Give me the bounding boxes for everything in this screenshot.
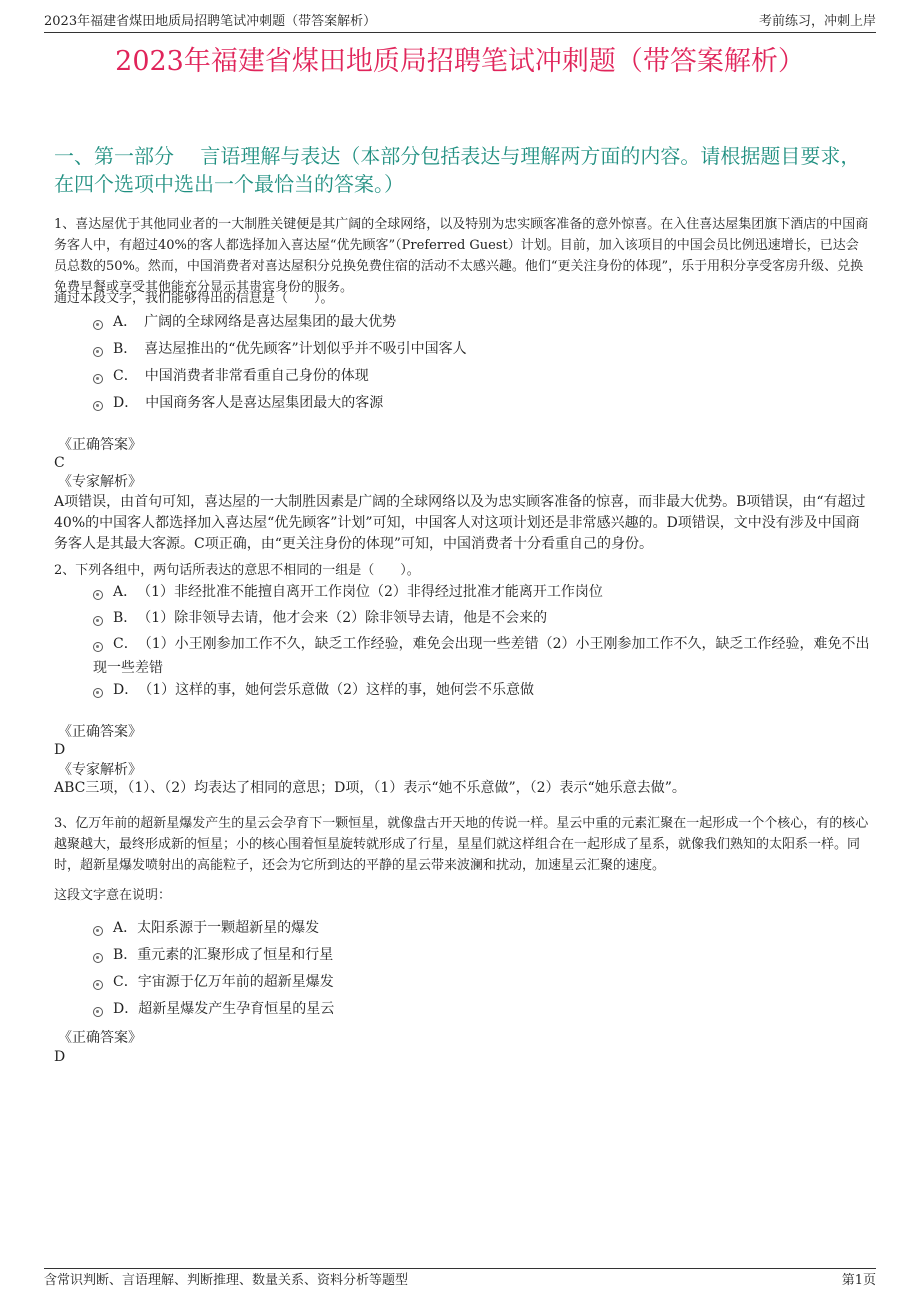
question-1-option-c[interactable]: C． 中国消费者非常看重自己身份的体现 (93, 364, 873, 388)
question-1-answer: C (54, 455, 65, 471)
question-3-option-d[interactable]: D．超新星爆发产生孕育恒星的星云 (93, 997, 873, 1021)
page-header (44, 12, 876, 33)
question-2-explain-label: 《专家解析》 (58, 762, 142, 778)
radio-icon[interactable] (93, 926, 103, 936)
question-1-stem: 1、喜达屋优于其他同业者的一大制胜关键便是其广阔的全球网络，以及特别为忠实顾客准备的意外惊喜。在入住喜达屋集团旗下酒店的中国商务客人中，有超过40%的客人都选择加入喜达屋“优先顾客”（Preferred Guest）计划。目前，加入该项目的中国会员比例迅速增长，已达会员总数的50%。然而，中国消费者对喜达屋积分兑换免费住宿的活动不太感兴趣。他们“更关注身份的体现”，乐于用积分享受客房升级、兑换免费早餐或享受其他能充分显示其贵宾身份的服务。 (54, 217, 869, 295)
question-2-option-d[interactable]: D． （1）这样的事，她何尝乐意做（2）这样的事，她何尝不乐意做 (93, 678, 873, 702)
question-2-option-a[interactable]: A． （1）非经批准不能擅自离开工作岗位（2）非得经过批准才能离开工作岗位 (93, 580, 873, 604)
radio-icon[interactable] (93, 320, 103, 330)
footer-topics: 含常识判断、言语理解、判断推理、数量关系、资料分析等题型 (44, 1273, 409, 1288)
question-1-option-a[interactable]: A． 广阔的全球网络是喜达屋集团的最大优势 (93, 310, 873, 334)
radio-icon[interactable] (93, 616, 103, 626)
question-3-answer-label: 《正确答案》 (58, 1030, 142, 1046)
radio-icon[interactable] (93, 688, 103, 698)
question-1-answer-label: 《正确答案》 (58, 437, 142, 453)
question-1-explanation: A项错误，由首句可知，喜达屋的一大制胜因素是广阔的全球网络以及为忠实顾客准备的惊喜，而非最大优势。B项错误，由“有超过40%的中国客人都选择加入喜达屋“优先顾客”计划”可知，中国客人对这项计划还是非常感兴趣的。D项错误，文中没有涉及中国商务客人是其最大客源。C项正确，由“更关注身份的体现”可知，中国消费者十分看重自己的身份。 (54, 494, 866, 552)
radio-icon[interactable] (93, 401, 103, 411)
header-slogan: 考前练习，冲刺上岸 (758, 14, 876, 29)
question-2-option-c[interactable]: C． （1）小王刚参加工作不久，缺乏工作经验，难免会出现一些差错（2）小王刚参加工作不久，缺乏工作经验，难免不出现一些差错 (93, 636, 870, 676)
question-3-option-a[interactable]: A．太阳系源于一颗超新星的爆发 (93, 916, 873, 940)
radio-icon[interactable] (93, 374, 103, 384)
section-heading: 一、第一部分 言语理解与表达（本部分包括表达与理解两方面的内容。请根据题目要求，在四个选项中选出一个最恰当的答案。） (54, 144, 861, 196)
question-3-option-b[interactable]: B．重元素的汇聚形成了恒星和行星 (93, 943, 873, 967)
question-2-stem: 2、下列各组中，两句话所表达的意思不相同的一组是（ ）。 (54, 563, 420, 578)
page-title: 2023年福建省煤田地质局招聘笔试冲刺题（带答案解析） (115, 46, 805, 77)
question-3-answer: D (54, 1049, 66, 1065)
radio-icon[interactable] (93, 1007, 103, 1017)
question-3-option-c[interactable]: C．宇宙源于亿万年前的超新星爆发 (93, 970, 873, 994)
question-1-option-b[interactable]: B． 喜达屋推出的“优先顾客”计划似乎并不吸引中国客人 (93, 337, 873, 361)
question-2-answer-label: 《正确答案》 (58, 724, 142, 740)
footer-page-number: 第1页 (841, 1273, 876, 1288)
radio-icon[interactable] (93, 642, 103, 652)
question-1-option-d[interactable]: D． 中国商务客人是喜达屋集团最大的客源 (93, 391, 873, 415)
question-2-option-b[interactable]: B． （1）除非领导去请，他才会来（2）除非领导去请，他是不会来的 (93, 606, 873, 630)
header-doc-title: 2023年福建省煤田地质局招聘笔试冲刺题（带答案解析） (44, 14, 377, 29)
question-1-explain-label: 《专家解析》 (58, 474, 142, 490)
question-2-answer: D (54, 742, 66, 758)
page-footer (44, 1268, 876, 1289)
radio-icon[interactable] (93, 980, 103, 990)
question-2-explanation: ABC三项，（1）、（2）均表达了相同的意思；D项，（1）表示“她不乐意做”，（2）表示“她乐意去做”。 (54, 780, 686, 796)
radio-icon[interactable] (93, 953, 103, 963)
radio-icon[interactable] (93, 590, 103, 600)
question-3-stem: 3、亿万年前的超新星爆发产生的星云会孕育下一颗恒星，就像盘古开天地的传说一样。星云中重的元素汇聚在一起形成一个个核心，有的核心越聚越大，最终形成新的恒星；小的核心围着恒星旋转就形成了行星，星星们就这样组合在一起形成了星系，就像我们熟知的太阳系一样。同时，超新星爆发喷射出的高能粒子，还会为它所到达的平静的星云带来波澜和扰动，加速星云汇聚的速度。 (54, 816, 869, 873)
radio-icon[interactable] (93, 347, 103, 357)
question-1-prompt: 通过本段文字，我们能够得出的信息是（ ）。 (54, 291, 334, 306)
question-3-prompt: 这段文字意在说明： (54, 888, 172, 903)
